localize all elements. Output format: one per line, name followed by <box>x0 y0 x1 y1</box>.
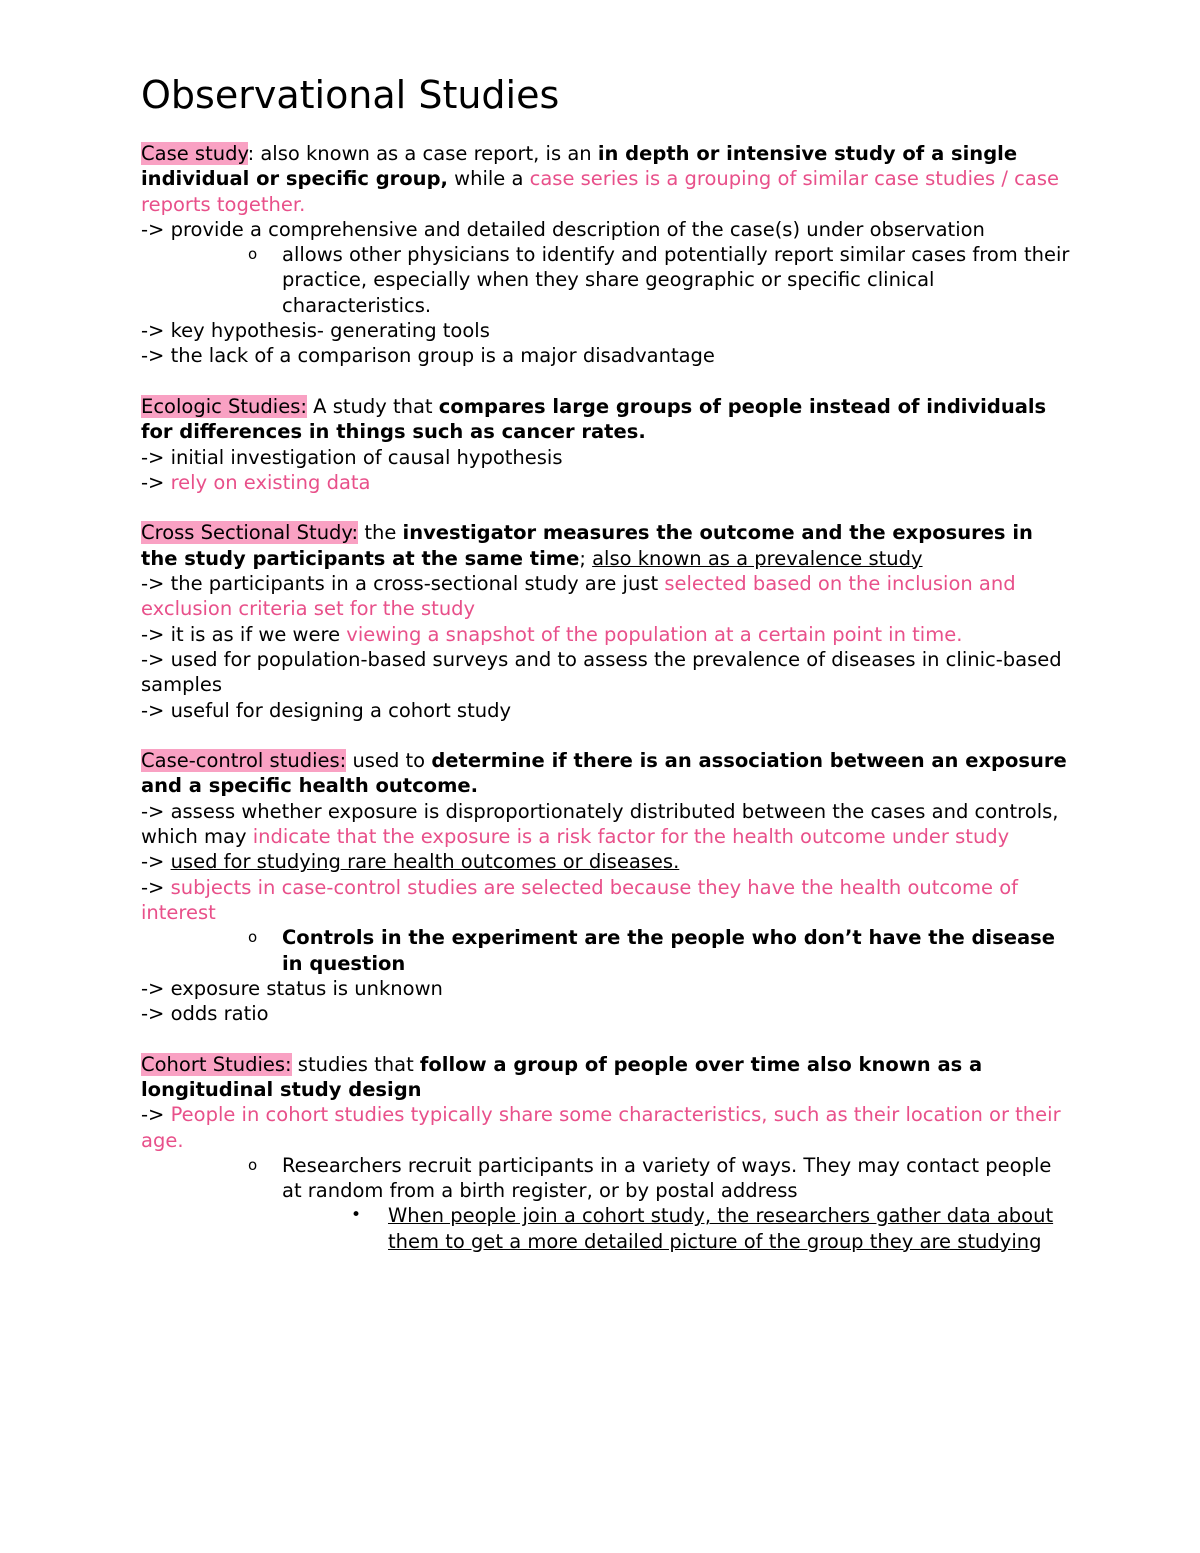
case-study-definition <box>141 141 1071 217</box>
cross-sectional-point-2 <box>141 622 1071 647</box>
cross-sectional-point-4: -> useful for designing a cohort study <box>141 698 512 722</box>
case-study-subpoint-text: allows other physicians to identify and potentially report similar cases from their practice, especially when they share geographic or specific clinical characteristics. <box>282 243 1070 317</box>
case-control-bold-text: determine if there is an association between an exposure and a specific health outcome. <box>141 749 1067 798</box>
case-study-point-2: -> key hypothesis- generating tools <box>141 319 490 343</box>
cohort-subpoint <box>141 1153 1071 1204</box>
case-control-term: Case-control studies: <box>141 749 347 773</box>
spacer <box>141 723 1071 748</box>
case-study-text-2: while a <box>447 167 530 191</box>
cohort-subpoint-text: Researchers recruit participants in a variety of ways. They may contact people at random from a birth register, or by postal address <box>282 1153 1052 1203</box>
dot-bullet-icon: • <box>351 1205 362 1226</box>
spacer <box>141 1026 1071 1051</box>
arrow-text: -> <box>141 875 171 899</box>
case-control-subpoint-text: Controls in the experiment are the people who don’t have the disease in question <box>282 926 1055 975</box>
section-ecologic <box>141 394 1071 495</box>
cohort-bold-text: follow a group of people over time also known as a longitudinal study design <box>141 1052 983 1101</box>
cohort-sub-subpoint-text: When people join a cohort study, the researchers gather data about them to get a more detailed picture of the group they are studying <box>388 1204 1054 1253</box>
case-control-point-1-pink: indicate that the exposure is a risk factor for the health outcome under study <box>252 825 1010 849</box>
case-control-text: used to <box>346 749 432 773</box>
cohort-point-1 <box>141 1102 1071 1153</box>
case-study-point-1: -> provide a comprehensive and detailed description of the case(s) under observation <box>141 217 985 241</box>
cross-sectional-text: the <box>358 521 403 545</box>
case-control-point-1-text: -> assess whether exposure is disproportionately distributed between the cases and controls, which may <box>141 799 1059 849</box>
case-study-term: Case study <box>141 142 248 165</box>
case-control-point-5: -> odds ratio <box>141 1002 269 1026</box>
spacer <box>141 495 1071 520</box>
case-control-point-2 <box>141 849 1071 874</box>
cohort-text: studies that <box>291 1052 420 1076</box>
arrow-text: -> <box>141 850 171 874</box>
spacer <box>141 369 1071 394</box>
circle-bullet-icon: o <box>248 245 258 264</box>
section-cohort <box>141 1052 1071 1254</box>
cohort-term: Cohort Studies: <box>141 1052 292 1076</box>
case-control-point-2-underlined: used for studying rare health outcomes or diseases. <box>170 850 680 874</box>
cohort-definition <box>141 1052 1071 1103</box>
arrow-text: -> <box>141 470 171 494</box>
cross-sectional-definition <box>141 520 1071 571</box>
section-case-study <box>141 141 1071 369</box>
cross-sectional-point-2-text: -> it is as if we were <box>141 622 347 646</box>
ecologic-text: A study that <box>306 394 439 418</box>
cohort-point-1-pink: People in cohort studies typically share some characteristics, such as their location or their age. <box>141 1103 1061 1152</box>
ecologic-bold-text: compares large groups of people instead of individuals for differences in things such as cancer rates. <box>141 394 1047 444</box>
case-control-point-3 <box>141 875 1071 926</box>
page-title: Observational Studies <box>141 73 560 117</box>
cross-sectional-text-2: ; <box>579 546 593 570</box>
case-study-text: : also known as a case report, is an <box>247 142 598 165</box>
cross-sectional-point-2-pink: viewing a snapshot of the population at a certain point in time. <box>346 622 963 646</box>
case-control-point-1 <box>141 799 1071 850</box>
section-case-control <box>141 748 1071 1026</box>
cross-sectional-underlined-text: also known as a prevalence study <box>592 546 923 570</box>
case-study-subpoint <box>141 242 1071 318</box>
case-control-point-3-pink: subjects in case-control studies are selected because they have the health outcome of interest <box>141 875 1019 924</box>
ecologic-pink-text: rely on existing data <box>170 470 371 494</box>
ecologic-point-1: -> initial investigation of causal hypothesis <box>141 445 563 469</box>
cross-sectional-point-1-text: -> the participants in a cross-sectional study are just <box>141 572 665 596</box>
case-study-bold-text: in depth or intensive study of a single individual or specific group, <box>141 142 1018 191</box>
cross-sectional-term: Cross Sectional Study: <box>141 521 359 545</box>
document-body <box>141 141 1071 1254</box>
circle-bullet-icon: o <box>248 1155 258 1174</box>
cross-sectional-point-3: -> used for population-based surveys and to assess the prevalence of diseases in clinic-based samples <box>141 647 1062 697</box>
cross-sectional-point-1 <box>141 571 1071 622</box>
case-study-point-3: -> the lack of a comparison group is a major disadvantage <box>141 344 715 368</box>
cross-sectional-bold-text: investigator measures the outcome and the exposures in the study participants at the same time <box>141 521 1033 570</box>
circle-bullet-icon: o <box>248 928 258 947</box>
ecologic-definition <box>141 394 1071 445</box>
ecologic-term: Ecologic Studies: <box>141 394 307 418</box>
case-control-definition <box>141 748 1071 799</box>
case-control-point-4: -> exposure status is unknown <box>141 976 443 1000</box>
cross-sectional-point-1-pink: selected based on the inclusion and exclusion criteria set for the study <box>141 572 1016 621</box>
section-cross-sectional <box>141 520 1071 722</box>
case-control-subpoint <box>141 925 1071 976</box>
ecologic-point-2 <box>141 470 1071 495</box>
case-study-pink-text: case series is a grouping of similar case studies / case reports together. <box>141 167 1060 216</box>
arrow-text: -> <box>141 1103 171 1127</box>
cohort-sub-subpoint <box>141 1203 1071 1254</box>
